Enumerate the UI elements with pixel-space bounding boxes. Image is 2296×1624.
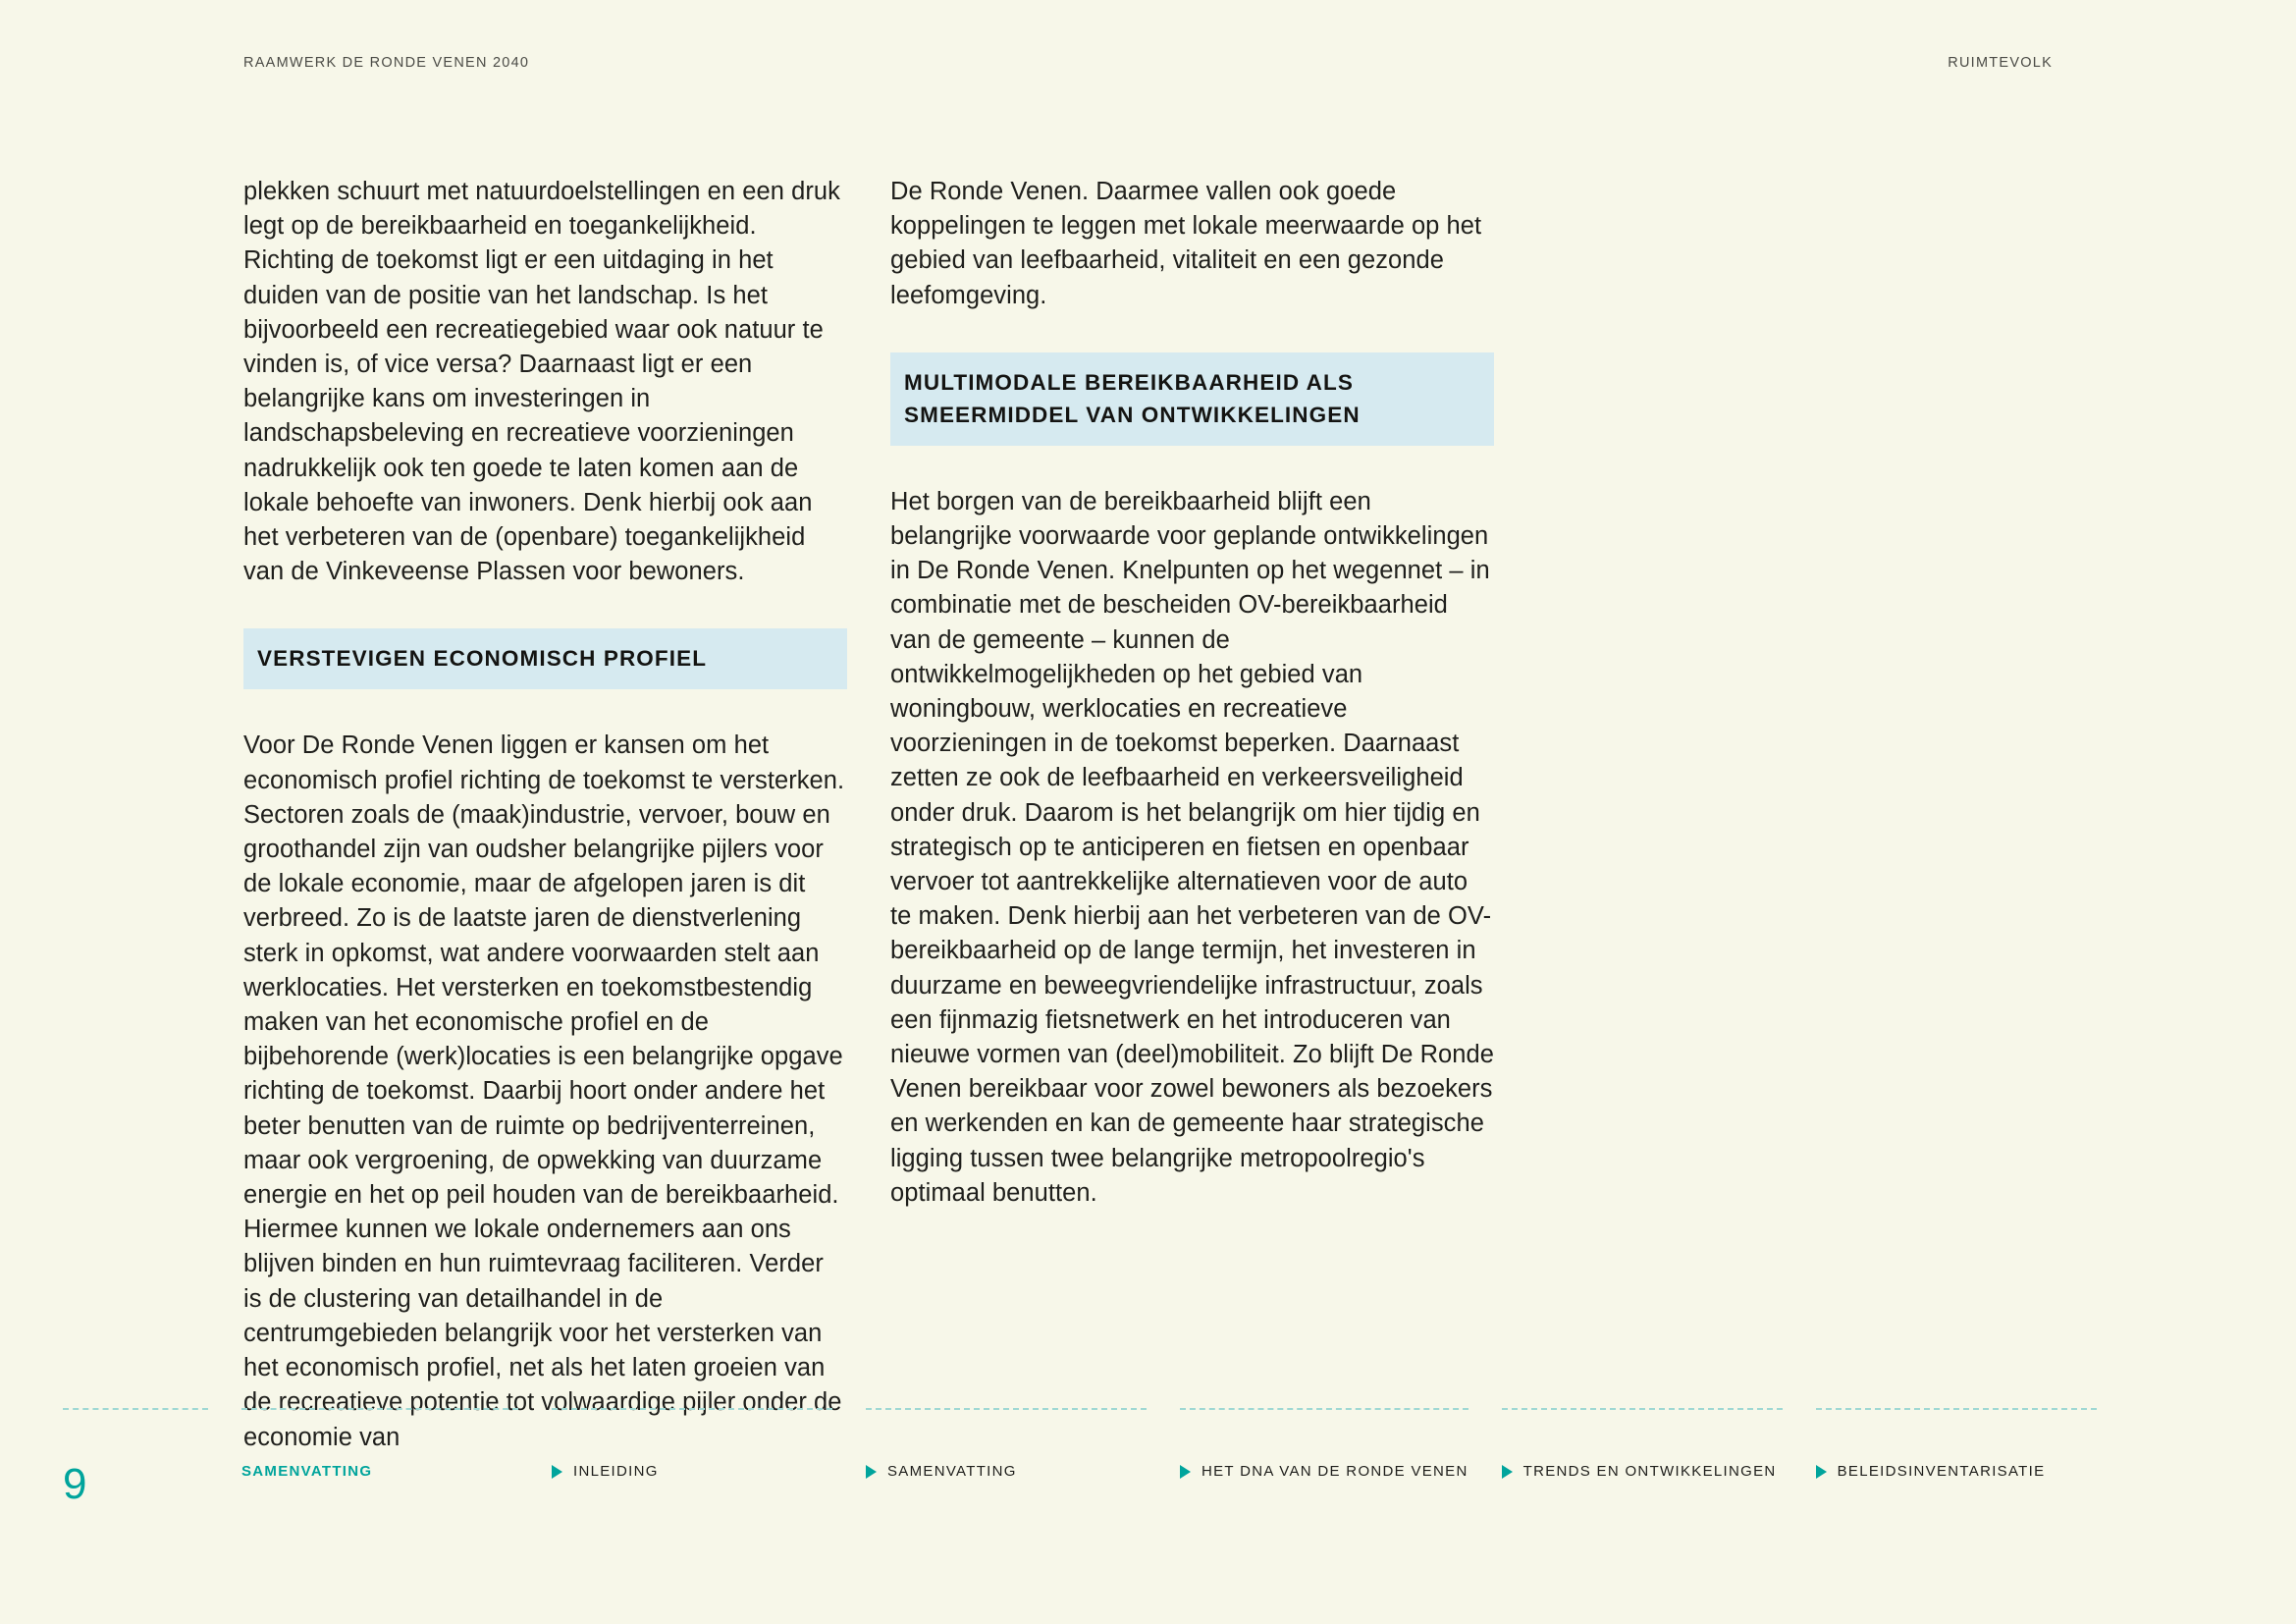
nav-label: SAMENVATTING: [241, 1463, 373, 1480]
right-paragraph-1: De Ronde Venen. Daarmee vallen ook goede koppelingen te leggen met lokale meerwaarde op het gebied van leefbaarheid, vitaliteit en een gezonde leefomgeving.: [890, 178, 1482, 309]
left-paragraph-1: plekken schuurt met natuurdoelstellingen en een druk legt op de bereikbaarheid en toegankelijkheid. Richting de toekomst ligt er een uitdaging in het duiden van de positie van het landschap. Is het bijvoorbeeld een recreatiegebied waar ook natuur te vinden is, of vice versa? Daarnaast ligt er een belangrijke kans om investeringen in landschapsbeleving en recreatieve voorzieningen nadrukkelijk ook ten goede te laten komen aan de lokale behoefte van inwoners. Denk hierbij ook aan het verbeteren van de (openbare) toegankelijkheid van de Vinkeveense Plassen voor bewoners.: [243, 178, 840, 586]
triangle-right-icon: [1502, 1465, 1513, 1479]
spacer: [243, 689, 847, 729]
dashed-rule: [1502, 1408, 1783, 1410]
nav-item-trends-en-ontwikkelingen[interactable]: [1502, 1408, 1816, 1480]
dashed-rule: [241, 1408, 518, 1410]
triangle-right-icon: [866, 1465, 877, 1479]
spacer: [243, 589, 847, 628]
nav-item-samenvatting-current[interactable]: [241, 1408, 552, 1480]
nav-label-row: [1502, 1463, 1783, 1480]
nav-label: TRENDS EN ONTWIKKELINGEN: [1522, 1463, 1777, 1480]
nav-label: INLEIDING: [573, 1463, 659, 1480]
dashed-rule: [63, 1408, 208, 1410]
triangle-right-icon: [1816, 1465, 1827, 1479]
left-paragraph-2: Voor De Ronde Venen liggen er kansen om het economisch profiel richting de toekomst te versterken. Sectoren zoals de (maak)industrie, vervoer, bouw en groothandel zijn van oudsher belangrijke pijlers voor de lokale economie, maar de afgelopen jaren is dit verbreed. Zo is de laatste jaren de dienstverlening sterk in opkomst, wat andere voorwaarden stelt aan werklocaties. Het versterken en toekomstbestendig maken van het economische profiel en de bijbehorende (werk)locaties is een belangrijke opgave richting de toekomst. Daarbij hoort onder andere het beter benutten van de ruimte op bedrijventerreinen, maar ook vergroening, de opwekking van duurzame energie en het op peil houden van de bereikbaarheid. Hiermee kunnen we lokale ondernemers aan ons blijven binden en hun ruimtevraag faciliteren. Verder is de clustering van detailhandel in de centrumgebieden belangrijk voor het versterken van het economisch profiel, net als het laten groeien van de recreatieve potentie tot volwaardige pijler onder de economie van: [243, 731, 845, 1451]
running-head: [0, 51, 2296, 75]
dashed-rule: [552, 1408, 832, 1410]
nav-label-row: [1180, 1463, 1468, 1480]
nav-label: BELEIDSINVENTARISATIE: [1837, 1463, 2046, 1480]
left-section-heading: VERSTEVIGEN ECONOMISCH PROFIEL: [243, 628, 847, 689]
page-number: 9: [63, 1460, 87, 1508]
footer-row: [63, 1408, 2233, 1506]
spacer: [890, 446, 1494, 485]
dashed-rule: [1180, 1408, 1468, 1410]
nav-item-beleidsinventarisatie[interactable]: [1816, 1408, 2130, 1480]
footer-navigation: [0, 1408, 2296, 1624]
page-number-cell: [63, 1408, 241, 1506]
left-column: [243, 175, 847, 1455]
nav-label-row: [552, 1463, 832, 1480]
running-head-left: RAAMWERK DE RONDE VENEN 2040: [243, 55, 530, 71]
right-paragraph-2: Het borgen van de bereikbaarheid blijft een belangrijke voorwaarde voor geplande ontwikkelingen in De Ronde Venen. Knelpunten op het wegennet – in combinatie met de bescheiden OV-bereikbaarheid van de gemeente – kunnen de ontwikkelmogelijkheden op het gebied van woningbouw, werklocaties en recreatieve voorzieningen in de toekomst beperken. Daarnaast zetten ze ook de leefbaarheid en verkeersveiligheid onder druk. Daarom is het belangrijk om hier tijdig en strategisch op te anticiperen en fietsen en openbaar vervoer tot aantrekkelijke alternatieven voor de auto te maken. Denk hierbij aan het verbeteren van de OV-bereikbaarheid op de lange termijn, het investeren in duurzame en beweegvriendelijke infrastructuur, zoals een fijnmazig fietsnetwerk en het introduceren van nieuwe vormen van (deel)mobiliteit. Zo blijft De Ronde Venen bereikbaar voor zowel bewoners als bezoekers en werkenden en kan de gemeente haar strategische ligging tussen twee belangrijke metropoolregio's optimaal benutten.: [890, 487, 1494, 1207]
nav-label-row: [866, 1463, 1147, 1480]
dashed-rule: [866, 1408, 1147, 1410]
triangle-right-icon: [1180, 1465, 1191, 1479]
spacer: [890, 313, 1494, 352]
nav-label: SAMENVATTING: [887, 1463, 1017, 1480]
right-column: [890, 175, 1494, 1455]
nav-label-row: [1816, 1463, 2097, 1480]
body-columns: [243, 175, 2059, 1455]
running-head-right: RUIMTEVOLK: [1948, 55, 2053, 71]
nav-label: HET DNA VAN DE RONDE VENEN: [1201, 1463, 1468, 1480]
nav-item-inleiding[interactable]: [552, 1408, 866, 1480]
nav-item-het-dna-van-de-ronde-venen[interactable]: [1180, 1408, 1502, 1480]
right-section-heading: MULTIMODALE BEREIKBAARHEID ALS SMEERMIDDEL VAN ONTWIKKELINGEN: [890, 352, 1494, 446]
nav-item-samenvatting[interactable]: [866, 1408, 1180, 1480]
triangle-right-icon: [552, 1465, 562, 1479]
dashed-rule: [1816, 1408, 2097, 1410]
